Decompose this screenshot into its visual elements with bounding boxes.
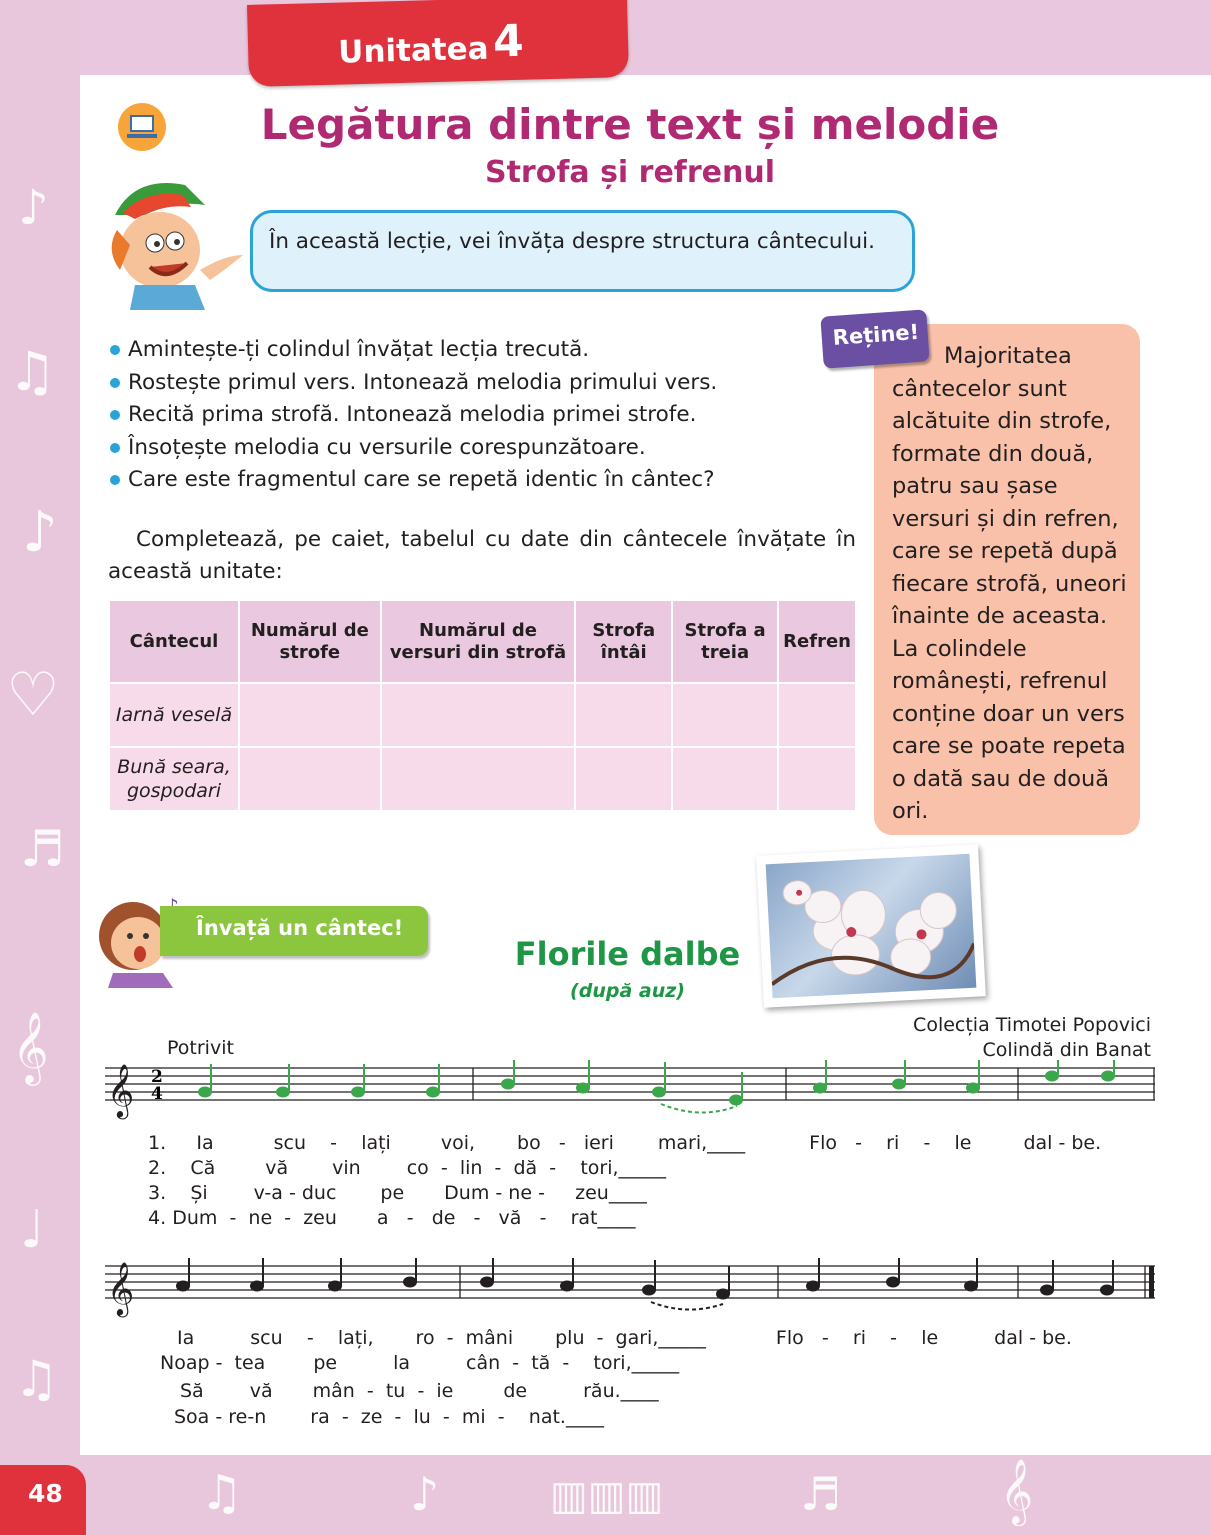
keyboard-doodle-icon: ▥▥▥ [550, 1473, 664, 1519]
table-header-cell: Strofa întâi [575, 600, 672, 683]
retine-box [874, 324, 1140, 835]
task-item: Care este fragmentul care se repetă identic în cântec? [108, 464, 848, 497]
music-note-icon: ♬ [20, 820, 65, 878]
treble-clef-doodle-icon: 𝄞 [1000, 1459, 1034, 1524]
task-item: Amintește-ți colindul învățat lecția trecută. [108, 334, 848, 367]
lyrics-line1-verse3: 3. Și v-a - duc pe Dum - ne - zeu____ [148, 1182, 647, 1204]
lesson-subtitle: Strofa și refrenul [484, 155, 775, 190]
decorative-bottom-strip [80, 1455, 1211, 1535]
table-row [109, 683, 856, 747]
table-cell[interactable] [239, 683, 381, 747]
table-cell[interactable] [575, 683, 672, 747]
lyrics-line2-verse1: Ia scu - lați, ro - mâni plu - gari,_____ Flo - ri - le dal - be. [177, 1327, 1072, 1349]
unit-label: Unitatea [337, 30, 490, 71]
lyrics-line2-verse4: Soa - re-n ra - ze - lu - mi - nat.____ [174, 1406, 604, 1428]
table-cell[interactable] [381, 683, 576, 747]
music-note-icon: ♩ [20, 1200, 45, 1260]
table-header-cell: Numărul de strofe [239, 600, 381, 683]
table-cell[interactable] [239, 747, 381, 811]
learn-song-label: Învață un cântec! [196, 916, 404, 940]
page-number-badge [0, 1465, 86, 1535]
music-note-icon: ♪ [410, 1467, 440, 1521]
treble-clef-icon: 𝄞 [107, 1261, 135, 1315]
treble-clef-doodle-icon: 𝄞 [12, 1010, 49, 1083]
treble-clef-icon: 𝄞 [107, 1063, 135, 1117]
table-header-cell: Refren [778, 600, 856, 683]
intro-speech-bubble [250, 210, 915, 292]
table-cell[interactable] [778, 683, 856, 747]
music-note-icon: ♪ [22, 500, 58, 565]
table-cell[interactable] [672, 683, 778, 747]
music-note-icon: ♫ [14, 1350, 59, 1408]
music-staff-2 [105, 1258, 1157, 1328]
music-staff-1 [105, 1060, 1157, 1130]
lyrics-line2-verse2: Noap - tea pe la cân - tă - tori,_____ [160, 1352, 680, 1374]
task-item: Însoțește melodia cu versurile corespunzătoare. [108, 432, 848, 465]
credit-origin: Colindă din Banat [982, 1039, 1151, 1061]
blossom-image [766, 854, 977, 998]
table-cell[interactable] [778, 747, 856, 811]
learn-song-tag [160, 906, 428, 956]
unit-number: 4 [492, 15, 525, 68]
intro-text: În această lecție, vei învăța despre structura cântecului. [269, 229, 875, 254]
music-note-icon: ♫ [200, 1465, 244, 1521]
table-header-cell: Strofa a treia [672, 600, 778, 683]
lyrics-line2-verse3: Să vă mân - tu - ie de rău.____ [180, 1380, 659, 1402]
task-item: Recită prima strofă. Intonează melodia primei strofe. [108, 399, 848, 432]
heart-note-icon: ♡ [6, 660, 60, 730]
task-list [108, 334, 848, 497]
song-subtitle: (după auz) [570, 980, 685, 1002]
songs-table [108, 599, 857, 812]
music-note-icon: ♬ [800, 1467, 842, 1521]
table-cell[interactable] [575, 747, 672, 811]
retine-tag [820, 309, 929, 368]
lyrics-line1-verse1: 1. Ia scu - lați voi, bo - ieri mari,____ Flo - ri - le dal - be. [148, 1132, 1102, 1154]
table-cell[interactable] [381, 747, 576, 811]
table-header-cell: Numărul de versuri din strofă [381, 600, 576, 683]
lesson-title: Legătura dintre text și melodie [260, 100, 1000, 149]
table-header-row [109, 600, 856, 683]
task-item: Rostește primul vers. Intonează melodia primului vers. [108, 367, 848, 400]
credit-collection: Colecția Timotei Popovici [913, 1014, 1151, 1036]
computer-icon[interactable] [118, 103, 166, 151]
blossom-photo [756, 844, 986, 1007]
music-note-icon: ♪ [18, 180, 49, 236]
boy-character-illustration [95, 175, 245, 310]
table-cell-song: Iarnă veselă [109, 683, 239, 747]
table-cell-song: Bună seara, gospodari [109, 747, 239, 811]
song-title: Florile dalbe [514, 935, 741, 973]
decorative-left-strip [0, 0, 80, 1535]
tempo-marking: Potrivit [167, 1037, 234, 1059]
table-cell[interactable] [672, 747, 778, 811]
guitar-doodle-icon: ♫ [8, 340, 57, 403]
unit-tab [247, 0, 629, 87]
retine-text: Majoritatea cântecelor sunt alcătuite din strofe, formate din două, patru sau șase versuri și din refren, care se repetă după fiecare strofă, uneori înainte de aceasta. La colindele românești, refrenul conține doar un vers care se poate repeta o dată sau de două ori. [892, 343, 1127, 824]
table-row [109, 747, 856, 811]
table-instruction: Completează, pe caiet, tabelul cu date din cântecele învățate în această unitate: [108, 527, 856, 584]
page-number: 48 [28, 1479, 63, 1508]
retine-tag-label: Reține! [831, 319, 920, 350]
song-credit [820, 1013, 1151, 1063]
table-header-cell: Cântecul [109, 600, 239, 683]
time-sig-top: 2 [151, 1067, 163, 1087]
time-sig-bottom: 4 [151, 1084, 163, 1104]
lyrics-line1-verse4: 4. Dum - ne - zeu a - de - vă - rat____ [148, 1207, 636, 1229]
lyrics-line1-verse2: 2. Că vă vin co - lin - dă - tori,_____ [148, 1157, 667, 1179]
